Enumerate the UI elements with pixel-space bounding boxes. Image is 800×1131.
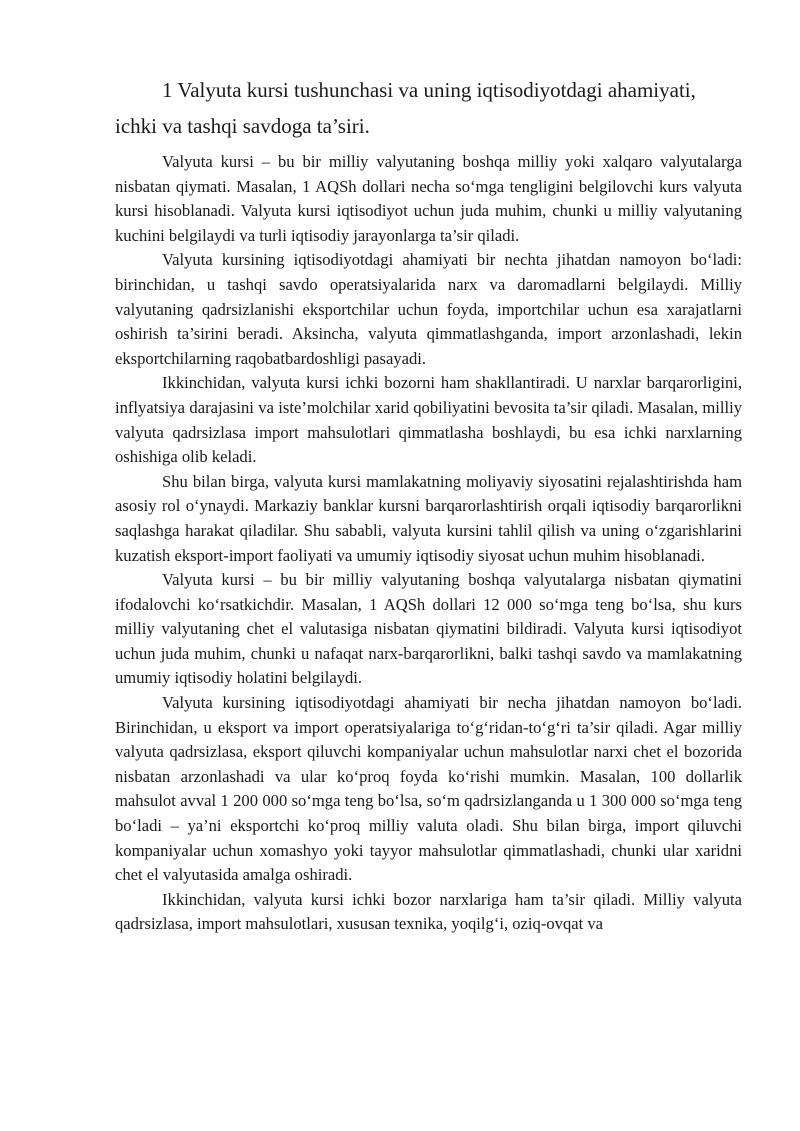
paragraph: Shu bilan birga, valyuta kursi mamlakatning moliyaviy siyosatini rejalashtirishda ham asosiy rol o‘ynaydi. Markaziy banklar kursni barqarorlashtirish orqali iqtisodiy barqarorlikni saqlashga harakat qiladilar. Shu sababli, valyuta kursini tahlil qilish va uning o‘zgarishlarini kuzatish eksport-import faoliyati va umumiy iqtisodiy siyosat uchun muhim hisoblanadi. — [115, 471, 742, 565]
paragraph: Valyuta kursining iqtisodiyotdagi ahamiyati bir necha jihatdan namoyon bo‘ladi. Birinchidan, u eksport va import operatsiyalariga to‘g‘ridan-to‘g‘ri ta’sir qiladi. Agar milliy valyuta qadrsizlasa, eksport qiluvchi kompaniyalar uchun mahsulotlar narxi chet el bozorida nisbatan arzonlashadi va ular ko‘proq foyda ko‘rishi mumkin. Masalan, 100 dollarlik mahsulot avval 1 200 000 so‘mga teng bo‘lsa, so‘m qadrsizlanganda u 1 300 000 so‘mga teng bo‘ladi – ya’ni eksportchi ko‘proq milliy valuta oladi. Shu bilan birga, import qiluvchi kompaniyalar uchun xomashyo yoki tayyor mahsulotlar qimmatlashadi, chunki ular xaridni chet el valyutasida amalga oshiradi. — [115, 693, 742, 885]
paragraph: Valyuta kursi – bu bir milliy valyutaning boshqa valyutalarga nisbatan qiymatini ifodalovchi ko‘rsatkichdir. Masalan, 1 AQSh dollari 12 000 so‘mga teng bo‘lsa, shu kurs milliy valyutaning chet el valutasiga nisbatan qiymatini bildiradi. Valyuta kursi iqtisodiyot uchun juda muhim, chunki u nafaqat narx-barqarorlikni, balki tashqi savdo va mamlakatning umumiy iqtisodiy holatini belgilaydi. — [115, 570, 742, 688]
paragraph: Ikkinchidan, valyuta kursi ichki bozor narxlariga ham ta’sir qiladi. Milliy valyuta qadrsizlasa, import mahsulotlari, xususan texnika, yoqilg‘i, oziq-ovqat va — [115, 889, 742, 934]
paragraph: Valyuta kursining iqtisodiyotdagi ahamiyati bir nechta jihatdan namoyon bo‘ladi: birinchidan, u tashqi savdo operatsiyalarida narx va daromadlarni belgilaydi. Milliy valyutaning qadrsizlanishi eksportchilar uchun foyda, importchilar uchun esa xarajatlarni oshirish ta’sirini beradi. Aksincha, valyuta qimmatlashganda, import arzonlashadi, lekin eksportchilarning raqobatbardoshligi pasayadi. — [115, 250, 742, 368]
paragraph: Ikkinchidan, valyuta kursi ichki bozorni ham shakllantiradi. U narxlar barqarorligini, inflyatsiya darajasini va iste’molchilar xarid qobiliyatini bevosita ta’sir qiladi. Masalan, milliy valyuta qadrsizlasa import mahsulotlari qimmatlasha boshlaydi, bu esa ichki narxlarning oshishiga olib keladi. — [115, 373, 742, 467]
body-text — [115, 150, 742, 937]
section-heading-line-2: ichki va tashqi savdoga ta’siri. — [115, 114, 370, 138]
section-heading — [115, 72, 745, 144]
paragraph: Valyuta kursi – bu bir milliy valyutaning boshqa milliy yoki xalqaro valyutalarga nisbatan qiymati. Masalan, 1 AQSh dollari necha so‘mga tengligini belgilovchi kurs valyuta kursi hisoblanadi. Valyuta kursi iqtisodiyot uchun juda muhim, chunki u milliy valyutaning kuchini belgilaydi va turli iqtisodiy jarayonlarga ta’sir qiladi. — [115, 152, 742, 245]
section-heading-line-1: 1 Valyuta kursi tushunchasi va uning iqtisodiyotdagi ahamiyati, — [162, 78, 696, 102]
